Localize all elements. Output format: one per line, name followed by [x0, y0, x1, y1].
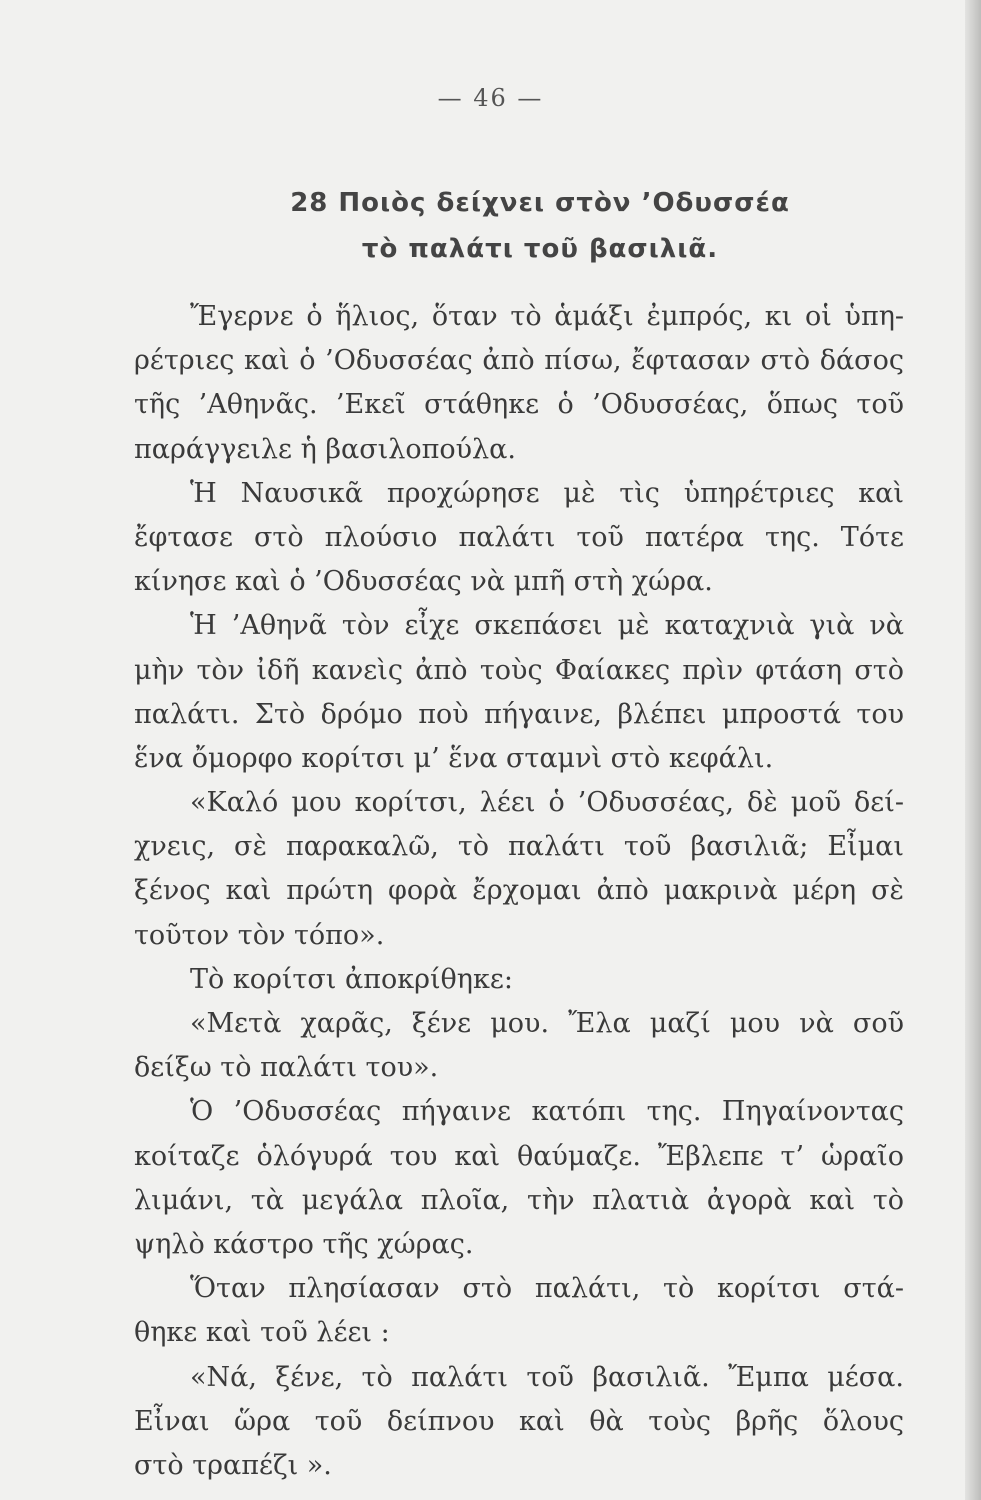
text-line: παλάτι. Στὸ δρόμο ποὺ πήγαινε, βλέπει μπροστά του [134, 698, 904, 730]
text-line: δείξω τὸ παλάτι του». [134, 1052, 439, 1084]
text-line: θηκε καὶ τοῦ λέει : [134, 1317, 390, 1349]
text-line: ἔφτασε στὸ πλούσιο παλάτι τοῦ πατέρα της. Τότε [134, 521, 904, 553]
text-line: λιμάνι, τὰ μεγάλα πλοῖα, τὴν πλατιὰ ἀγορὰ καὶ τὸ [134, 1184, 904, 1216]
text-line: κοίταζε ὁλόγυρά του καὶ θαύμαζε. Ἔβλεπε τ’ ὡραῖο [134, 1140, 904, 1172]
text-line: μὴν τὸν ἰδῆ κανεὶς ἀπὸ τοὺς Φαίακες πρὶν φτάση στὸ [134, 654, 904, 686]
text-line: ἕνα ὄμορφο κορίτσι μ’ ἕνα σταμνὶ στὸ κεφάλι. [134, 742, 774, 774]
text-line: «Μετὰ χαρᾶς, ξένε μου. Ἔλα μαζί μου νὰ σοῦ [190, 1008, 904, 1039]
text-line: στὸ τραπέζι ». [134, 1449, 332, 1481]
text-line: Ἔγερνε ὁ ἥλιος, ὅταν τὸ ἁμάξι ἐμπρός, κι οἱ ὑπη- [190, 301, 904, 332]
chapter-title-line-1: 28 Ποιὸς δείχνει στὸν ’Οδυσσέα [290, 188, 790, 218]
chapter-title-line-2: τὸ παλάτι τοῦ βασιλιᾶ. [361, 234, 719, 264]
text-line: τῆς ’Αθηνᾶς. ’Εκεῖ στάθηκε ὁ ’Οδυσσέας, ὅπως τοῦ [134, 389, 904, 421]
text-line: Ἡ ’Αθηνᾶ τὸν εἶχε σκεπάσει μὲ καταχνιὰ γιὰ νὰ [190, 610, 904, 642]
text-line: Ὁ ’Οδυσσέας πήγαινε κατόπι της. Πηγαίνοντας [190, 1096, 904, 1128]
text-line: κίνησε καὶ ὁ ’Οδυσσέας νὰ μπῆ στὴ χώρα. [134, 566, 713, 598]
chapter-title [200, 180, 880, 272]
text-line: Ἡ Ναυσικᾶ προχώρησε μὲ τὶς ὑπηρέτριες καὶ [190, 477, 904, 509]
text-line: ψηλὸ κάστρο τῆς χώρας. [134, 1228, 474, 1260]
text-line: Εἶναι ὥρα τοῦ δείπνου καὶ θὰ τοὺς βρῆς ὅλους [134, 1405, 904, 1437]
text-line: τοῦτον τὸν τόπο». [134, 919, 385, 951]
text-line: παράγγειλε ἡ βασιλοπούλα. [134, 433, 516, 465]
text-line: «Καλό μου κορίτσι, λέει ὁ ’Οδυσσέας, δὲ μοῦ δεί- [190, 787, 904, 819]
body-text [134, 295, 904, 1488]
page-edge-shadow [965, 0, 981, 1500]
text-line: «Νά, ξένε, τὸ παλάτι τοῦ βασιλιᾶ. Ἔμπα μέσα. [190, 1361, 904, 1393]
text-line: ξένος καὶ πρώτη φορὰ ἔρχομαι ἀπὸ μακρινὰ μέρη σὲ [134, 875, 904, 907]
text-line: Ὅταν πλησίασαν στὸ παλάτι, τὸ κορίτσι στά- [190, 1273, 904, 1305]
text-line: χνεις, σὲ παρακαλῶ, τὸ παλάτι τοῦ βασιλιᾶ; Εἶμαι [134, 831, 904, 863]
page-number: — 46 — [437, 84, 544, 112]
text-line: ρέτριες καὶ ὁ ’Οδυσσέας ἀπὸ πίσω, ἔφτασαν στὸ δάσος [134, 345, 904, 377]
text-line: Τὸ κορίτσι ἀποκρίθηκε: [190, 963, 513, 995]
